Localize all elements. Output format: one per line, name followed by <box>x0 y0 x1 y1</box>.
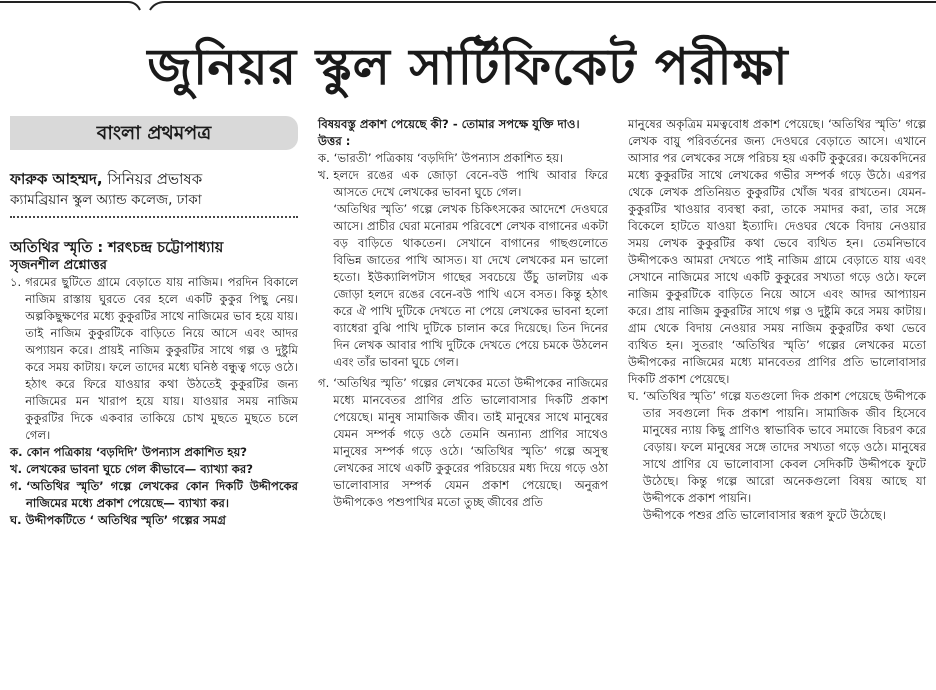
question-part-gha <box>10 512 298 529</box>
answer-number: গ. <box>318 376 330 390</box>
answer-ga <box>318 375 608 511</box>
answer-gha-conclusion: উদ্দীপকে পশুর প্রতি ভালোবাসার স্বরূপ ফুটে উঠেছে। <box>642 508 886 522</box>
answer-kha <box>318 167 608 371</box>
author-name: ফারুক আহম্মদ, <box>10 170 103 188</box>
part-text: উদ্দীপকটিতে ‘ অতিথির স্মৃতি’ গল্পের সমগ্র <box>25 513 226 527</box>
answer-number: ঘ. <box>628 389 639 403</box>
column-1 <box>10 116 298 529</box>
question-stimulus <box>10 274 298 444</box>
answer-number: ক. <box>318 151 330 165</box>
section-title: সৃজনশীল প্রশ্নোত্তর <box>10 258 107 273</box>
part-number: ঘ. <box>10 513 22 527</box>
answer-gha-text: ‘অতিথির স্মৃতি’ গল্পে যতগুলো দিক প্রকাশ পেয়েছে উদ্দীপকে তার সবগুলো দিক প্রকাশ পায়নি। সামাজিক জীব হিসেবে মানুষের ন্যায় কিছু প্রাণিও স্বাভাবিক ভাবে সমাজে বিচরণ করে বেড়ায়। ফলে মানুষের সঙ্গে তাদের সখ্যতা গড়ে ওঠে। মানুষের সাথে প্রাণির যে ভালোবাসা কেবল সেদিকটি উদ্দীপকে ফুটে উঠেছে। কিন্তু গল্পে আরো অনেকগুলো বিষয় আছে যা উদ্দীপকে প্রকাশ পায়নি। <box>642 389 926 505</box>
answer-number: খ. <box>318 168 330 182</box>
answer-ka <box>318 150 608 167</box>
answer-kha-summary: হলদে রঙের এক জোড়া বেনে-বউ পাখি আবার ফিরে আসতে দেখে লেখকের ভাবনা ঘুচে গেল। <box>333 168 608 199</box>
part-number: ক. <box>10 445 23 459</box>
answer-gha <box>628 388 926 524</box>
subject-heading: বাংলা প্রথমপত্র <box>10 116 298 150</box>
question-number: ১. <box>10 275 22 289</box>
question-part-kha <box>10 461 298 478</box>
top-border-decoration <box>0 0 936 12</box>
question-part-ga <box>10 478 298 512</box>
answer-text: ‘অতিথির স্মৃতি’ গল্পের লেখকের মতো উদ্দীপকের নাজিমের মধ্যে মানবেতর প্রাণির প্রতি ভালোবাসার দিকটি প্রকাশ পেয়েছে। মানুষ সামাজিক জীব। তাই মানুষের সাথে মানুষের যেমন সম্পর্ক গড়ে ওঠে তেমনি অন্যান্য প্রাণির সাথেও মানুষের সম্পর্ক গড়ে ওঠে। ‘অতিথির স্মৃতি’ গল্পে অসুস্থ লেখকের সাথে একটি কুকুরের পরিচয়ের মধ্য দিয়ে গড়ে ওঠা ভালোবাসার সম্পর্ক যেমন প্রকাশ পেয়েছে। অনুরূপ উদ্দীপকেও পশুপাখির মতো তুচ্ছ জীবের প্রতি <box>333 376 608 509</box>
answer-label: উত্তর : <box>318 134 351 148</box>
column-3 <box>628 116 926 524</box>
author-college: ক্যামব্রিয়ান স্কুল অ্যান্ড কলেজ, ঢাকা <box>10 192 202 208</box>
dotted-divider <box>10 216 298 218</box>
part-number: খ. <box>10 462 23 476</box>
exam-title: জুনিয়র স্কুল সার্টিফিকেট পরীক্ষা <box>147 38 789 96</box>
part-number: গ. <box>10 479 23 493</box>
part-text: ‘অতিথির স্মৃতি’ গল্পে লেখকের কোন দিকটি উদ্দীপকের নাজিমের মধ্যে প্রকাশ পেয়েছে— ব্যাখ্যা কর। <box>26 479 298 510</box>
author-line <box>10 168 298 190</box>
answer-ga-continued: মানুষের অকৃত্রিম মমত্ববোধ প্রকাশ পেয়েছে। ‘অতিথির স্মৃতি’ গল্পে লেখক বায়ু পরিবর্তনের জন্য দেওঘরে বেড়াতে আসে। এখানে আসার পর লেখকের সঙ্গে পরিচয় হয় একটি কুকুরের। কয়েকদিনের মধ্যে কুকুরটির সাথে লেখকের গভীর সম্পর্ক গড়ে উঠে। এরপর থেকে লেখক প্রতিনিয়ত কুকুরটির খোঁজ খবর রাখতেন। যেমন-কুকুরটির খাওয়ার ব্যবস্থা করা, তাকে সমাদর করা, তার সঙ্গে বিকেলে হাটতে যাওয়া ইত্যাদি। দেওঘর থেকে বিদায় নেওয়ার সময় লেখক কুকুরটির কথা ভেবে ব্যথিত হন। তেমনিভাবে উদ্দীপকেও আমরা দেখতে পাই নাজিম গ্রামে বেড়াতে যায় এবং সেখানে নাজিমের সাথে একটি কুকুরের সখ্যতা গড়ে ওঠে। ফলে নাজিম কুকুরটিকে বাড়িতে নিয়ে আসে এবং আদর আপ্যায়ন করে। প্রায় নাজিম কুকুরটির সাথে গল্প ও দুষ্টুমি করে সময় কাটায়। গ্রাম থেকে বিদায় নেওয়ার সময় নাজিম কুকুরটির কথা ভেবে ব্যথিত হন। সুতরাং ‘অতিথির স্মৃতি’ গল্পের লেখকের মতো উদ্দীপকের নাজিমের মধ্যে মানবেতর প্রাণির প্রতি ভালোবাসার দিকটি প্রকাশ পেয়েছে। <box>628 117 926 386</box>
answer-text: ‘ভারতী’ পত্রিকায় ‘বড়দিদি’ উপন্যাস প্রকাশিত হয়। <box>333 151 564 165</box>
answer-kha-body: ‘অতিথির স্মৃতি’ গল্পে লেখক চিকিৎসকের আদেশে দেওঘরে আসে। প্রাচীর ঘেরা মনোরম পরিবেশে লেখক বাগানের একটা বড় বাড়িতে থাকতেন। সেখানে বাগানের গাছগুলোতে বিভিন্ন জাতের পাখি আসত। যা দেখে লেখকের মন ভালো হতো। ইউক্যালিপটাস গাছের সবচেয়ে উঁচু ডালটায় এক জোড়া হলদে রঙের বেনে-বউ পাখি এসে বসত। কিন্তু হঠাৎ করে ঐ পাখি দুটিকে দেখতে না পেয়ে লেখকের ভাবনা হলো ব্যাধেরা বুঝি পাখি দুটিকে চালান করে দিয়েছে। তিন দিনের দিন লেখক আবার পাখি দুটিকে দেখতে পেয়ে চমকে উঠলেন এবং তাঁর ভাবনা ঘুচে গেল। <box>333 202 608 369</box>
question-gha-continued: বিষয়বস্তু প্রকাশ পেয়েছে কী? - তোমার সপক্ষে যুক্তি দাও। <box>318 117 580 131</box>
part-text: কোন পত্রিকায় ‘বড়দিদি’ উপন্যাস প্রকাশিত হয়? <box>26 445 248 459</box>
stimulus-text: গরমের ছুটিতে গ্রামে বেড়াতে যায় নাজিম। পরদিন বিকালে নাজিম রাস্তায় ঘুরতে বের হলে একটি কুকুর পিছু নেয়। অল্পকিছুক্ষণের মধ্যে কুকুরটির সাথে নাজিমের ভাব হয়ে যায়। তাই নাজিম কুকুরটিকে বাড়িতে নিয়ে আসে এবং আদর অপ্যায়ন করে। প্রায়ই নাজিম কুকুরটির সাথে গল্প ও দুষ্টুমি করে সময় কাটায়। ফলে তাদের মধ্যে ঘনিষ্ঠ বন্ধুত্ব গড়ে ওঠে। হঠাৎ করে ফিরে যাওয়ার কথা উঠতেই কুকুরটির জন্য নাজিমের মন খারাপ হয়ে যায়। যাওয়ার সময় নাজিম কুকুরটির দিকে একবার তাকিয়ে চোখ মুছতে মুছতে চলে গেল। <box>25 275 298 442</box>
question-part-ka <box>10 444 298 461</box>
author-designation: সিনিয়র প্রভাষক <box>102 170 203 188</box>
column-2 <box>318 116 608 511</box>
story-title: অতিথির স্মৃতি : শরৎচন্দ্র চট্টোপাধ্যায় <box>10 240 224 256</box>
part-text: লেখকের ভাবনা ঘুচে গেল কীভাবে— ব্যাখ্যা কর? <box>26 462 253 476</box>
